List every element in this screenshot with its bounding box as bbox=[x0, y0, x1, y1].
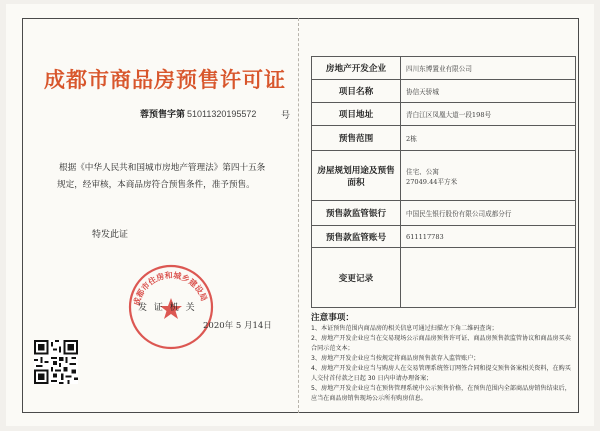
label-usage-area: 房屋规划用途及预售面积 bbox=[312, 151, 401, 201]
value-project-address: 青白江区凤凰大道一段198号 bbox=[401, 103, 576, 126]
info-table bbox=[311, 56, 576, 308]
list-item: 2、房地产开发企业应当在交易现场公示商品房预售许可证、商品房预售款监管协议和商品房买卖合同示范文本； bbox=[311, 335, 571, 352]
table-row bbox=[312, 126, 576, 151]
certificate-body bbox=[57, 160, 285, 194]
table-row bbox=[312, 201, 576, 226]
body-line-1: 根据《中华人民共和国城市房地产管理法》第四十五条 bbox=[59, 163, 266, 173]
certificate-title: 成都市商品房预售许可证 bbox=[44, 68, 286, 92]
list-item: 5、房地产开发企业应当在预售管理系统中公示预售价格，在预售范围内全部商品房销售结束后，应当在商品房销售现场公示所有购房信息。 bbox=[311, 385, 571, 402]
value-presale-scope: 2栋 bbox=[401, 126, 576, 151]
label-change-record: 变更记录 bbox=[312, 248, 401, 308]
table-row bbox=[312, 248, 576, 308]
issue-date: 2020年 5 月14日 bbox=[203, 321, 272, 331]
issuer-label: 发 证 机 关 bbox=[138, 303, 197, 313]
permit-number-row bbox=[140, 107, 256, 120]
table-row bbox=[312, 103, 576, 126]
table-row bbox=[312, 226, 576, 248]
value-developer: 四川东博置业有限公司 bbox=[401, 57, 576, 80]
label-project-name: 项目名称 bbox=[312, 80, 401, 103]
list-item: 3、房地产开发企业应当按规定将商品房预售款存入监管账户； bbox=[311, 355, 480, 362]
label-presale-scope: 预售范围 bbox=[312, 126, 401, 151]
label-escrow-bank: 预售款监管银行 bbox=[312, 201, 401, 226]
qr-code-icon[interactable] bbox=[34, 340, 78, 384]
value-usage-area: 住宅、公寓 27049.44平方米 bbox=[401, 151, 576, 201]
value-project-name: 协信天骄城 bbox=[401, 80, 576, 103]
svg-text:成都市住房和城乡建设局: 成都市住房和城乡建设局 bbox=[132, 270, 209, 307]
body-line-2: 规定，经审核，本商品房符合预售条件，准予预售。 bbox=[57, 180, 255, 190]
notes-list bbox=[311, 324, 574, 404]
permit-label: 蓉预售字第 bbox=[140, 110, 186, 120]
permit-suffix: 号 bbox=[281, 111, 291, 121]
label-project-address: 项目地址 bbox=[312, 103, 401, 126]
special-note: 特发此证 bbox=[92, 230, 129, 240]
value-escrow-account: 611117783 bbox=[401, 226, 576, 248]
value-change-record bbox=[401, 248, 576, 308]
table-row bbox=[312, 57, 576, 80]
value-escrow-bank: 中国民生银行股份有限公司成都分行 bbox=[401, 201, 576, 226]
table-row bbox=[312, 80, 576, 103]
fold-line bbox=[298, 18, 299, 413]
label-escrow-account: 预售款监管账号 bbox=[312, 226, 401, 248]
list-item: 1、本证预售范围内商品房的相关信息可通过扫描左下角二维码查询； bbox=[311, 325, 498, 332]
notes-title: 注意事项： bbox=[311, 313, 354, 323]
notes-section bbox=[311, 311, 574, 404]
list-item: 4、房地产开发企业应当与购房人在交易管理系统签订网签合同和提交预售备案相关资料，在购买人交付首付款之日起 30 日内申请办理备案； bbox=[311, 365, 571, 382]
table-row bbox=[312, 151, 576, 201]
label-developer: 房地产开发企业 bbox=[312, 57, 401, 80]
permit-number: 510113201955​72 bbox=[187, 109, 257, 119]
